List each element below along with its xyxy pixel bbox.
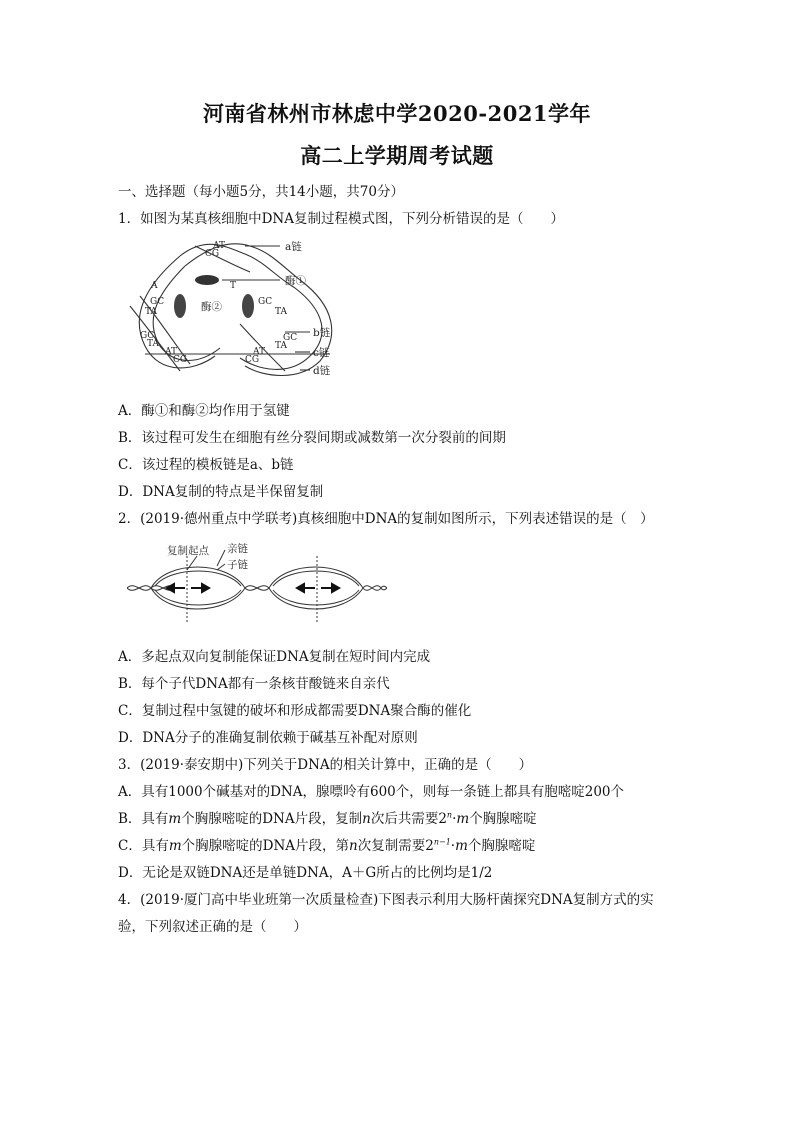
label-cg-top: CG (205, 249, 220, 259)
label-b-chain: b链 (313, 327, 331, 339)
q1-option-c: C．该过程的模板链是a、b链 (118, 457, 294, 473)
label-enzyme-2: 酶② (201, 301, 222, 313)
title-line-1: 河南省林州市林虑中学2020-2021学年 (202, 101, 592, 126)
label-base-t: T (230, 281, 237, 291)
label-at-right: AT (253, 347, 266, 357)
q1-figure (125, 236, 355, 384)
q1-option-d: D．DNA复制的特点是半保留复制 (118, 484, 324, 500)
label-gc-left2: GC (140, 331, 155, 341)
label-enzyme-1: 酶① (285, 275, 306, 287)
q1-stem: 1．如图为某真核细胞中DNA复制过程模式图，下列分析错误的是（ ） (118, 211, 564, 227)
section-heading: 一、选择题（每小题5分，共14小题，共70分） (118, 184, 404, 200)
q1-option-b: B．该过程可发生在细胞有丝分裂间期或减数第一次分裂前的间期 (118, 430, 506, 446)
label-at-left: AT (165, 347, 178, 357)
label-ta-right2: TA (275, 341, 288, 351)
q3-option-c: C．具有m个胸腺嘧啶的DNA片段，第n次复制需要$2^{n-1}\cdot m$个胸腺嘧啶 (118, 837, 536, 854)
q4-stem-line-2: 验，下列叙述正确的是（ ） (118, 919, 307, 935)
q4-stem-line-1: 4．(2019·厦门高中毕业班第一次质量检查)下图表示利用大肠杆菌探究DNA复制方式的实 (118, 892, 654, 908)
label-at-top: AT (213, 241, 226, 251)
title-line-2: 高二上学期周考试题 (300, 143, 494, 168)
label-ta-left2: TA (147, 339, 160, 349)
q3-stem: 3．(2019·泰安期中)下列关于DNA的相关计算中，正确的是（ ） (118, 757, 533, 773)
label-ta-left: TA (145, 307, 158, 317)
label-c-chain: c链 (313, 347, 330, 359)
label-gc-right2: GC (283, 333, 298, 343)
q2-option-a: A．多起点双向复制能保证DNA复制在短时间内完成 (118, 649, 431, 665)
q2-option-d: D．DNA分子的准确复制依赖于碱基互补配对原则 (118, 730, 418, 746)
q2-option-c: C．复制过程中氢键的破坏和形成都需要DNA聚合酶的催化 (118, 703, 472, 719)
label-ta-right: TA (275, 307, 288, 317)
label-base-a: A (151, 281, 158, 291)
q3-option-a: A．具有1000个碱基对的DNA，腺嘌呤有600个，则每一条链上都具有胞嘧啶200个 (118, 784, 625, 800)
label-parent-strand: 亲链 (227, 543, 248, 555)
label-gc-left: GC (150, 297, 165, 307)
label-cg-right: CG (245, 355, 260, 365)
q2-figure (127, 540, 387, 626)
q2-option-b: B．每个子代DNA都有一条核苷酸链来自亲代 (118, 676, 390, 692)
label-daughter-strand: 子链 (227, 559, 248, 571)
label-gc-right: GC (258, 297, 273, 307)
q2-stem: 2．(2019·德州重点中学联考)真核细胞中DNA的复制如图所示，下列表述错误的是（ ） (118, 511, 654, 527)
label-a-chain: a链 (285, 241, 302, 253)
q1-option-a: A．酶①和酶②均作用于氢键 (118, 403, 290, 419)
label-d-chain: d链 (313, 365, 331, 377)
q3-option-d: D．无论是双链DNA还是单链DNA，A＋G所占的比例均是1/2 (118, 865, 493, 881)
label-cg-left: CG (173, 355, 188, 365)
label-origin: 复制起点 (167, 545, 209, 557)
q3-option-b: B．具有m个胸腺嘧啶的DNA片段，复制n次后共需要$2^n\cdot m$个胸腺嘧啶 (118, 810, 537, 827)
